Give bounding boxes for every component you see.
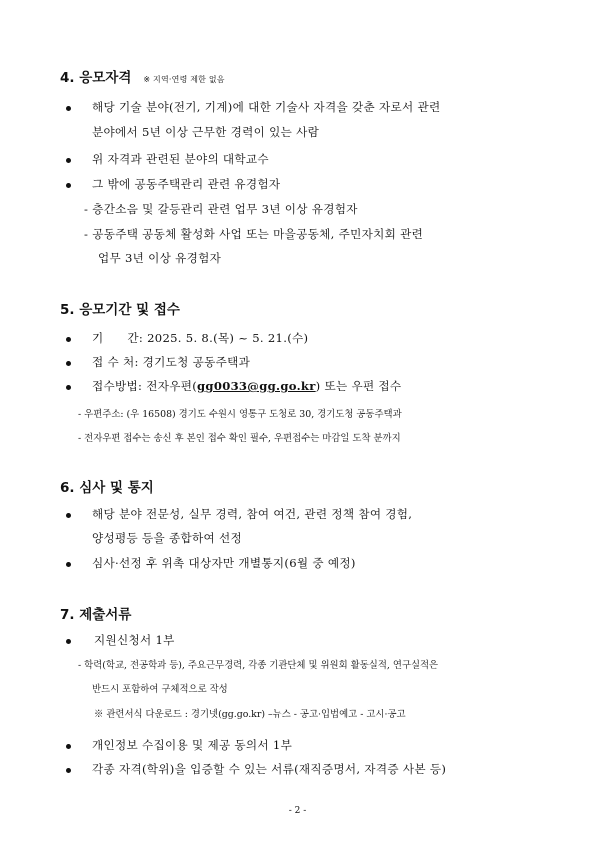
bullet-dot	[66, 744, 71, 749]
s4-bullet-1-line-2: 분야에서 5년 이상 근무한 경력이 있는 사람	[92, 125, 320, 139]
s4-bullet-2: 위 자격과 관련된 분야의 대학교수	[92, 152, 269, 166]
s5-dash-address: - 우편주소: (우 16508) 경기도 수원시 영통구 도청로 30, 경기도청 공동주택과	[78, 409, 402, 420]
s4-dash-2-line-1: - 공동주택 공동체 활성화 사업 또는 마을공동체, 주민자치회 관련	[84, 227, 424, 241]
s5-bullet-receiver: 접 수 처: 경기도청 공동주택과	[92, 355, 251, 369]
s7-bullet-certificates: 각종 자격(학위)을 입증할 수 있는 서류(재직증명서, 자격증 사본 등)	[92, 762, 447, 776]
method-prefix: 접수방법: 전자우편(	[92, 379, 198, 393]
bullet-dot	[66, 106, 71, 111]
s5-bullet-method	[92, 378, 401, 394]
s6-bullet-2: 심사·선정 후 위촉 대상자만 개별통지(6월 중 예정)	[92, 556, 356, 570]
s7-download-note: ※ 관련서식 다운로드 : 경기넷(gg.go.kr) –뉴스 - 공고·입법예고 - 고시·공고	[94, 709, 406, 720]
page-number: - 2 -	[288, 806, 307, 816]
s7-dash-line-1: - 학력(학교, 전공학과 등), 주요근무경력, 각종 기관단체 및 위원회 활동실적, 연구실적은	[78, 660, 439, 671]
s4-dash-2-line-2: 업무 3년 이상 유경험자	[98, 251, 222, 265]
section-7-heading: 7. 제출서류	[60, 607, 132, 623]
s6-bullet-1-line-2: 양성평등 등을 종합하여 선정	[92, 531, 242, 545]
section-4-heading	[60, 66, 225, 86]
bullet-dot	[66, 768, 71, 773]
s5-dash-email-note: - 전자우편 접수는 송신 후 본인 접수 확인 필수, 우편접수는 마감일 도착 분까지	[78, 433, 401, 444]
s5-bullet-period: 기 간: 2025. 5. 8.(목) ~ 5. 21.(수)	[92, 331, 309, 345]
section-5-heading: 5. 응모기간 및 접수	[60, 302, 180, 318]
s4-bullet-3: 그 밖에 공동주택관리 관련 유경험자	[92, 177, 281, 191]
bullet-dot	[66, 183, 71, 188]
s6-bullet-1-line-1: 해당 분야 전문성, 실무 경력, 참여 여건, 관련 정책 참여 경험,	[92, 507, 413, 521]
email-link[interactable]: gg0033@gg.go.kr	[197, 379, 316, 393]
s4-dash-1: - 층간소음 및 갈등관리 관련 업무 3년 이상 유경험자	[84, 202, 358, 216]
section-6-heading: 6. 심사 및 통지	[60, 480, 154, 496]
section-4-title: 4. 응모자격	[60, 70, 132, 86]
method-suffix: ) 또는 우편 접수	[315, 379, 402, 393]
bullet-dot	[66, 337, 71, 342]
bullet-dot	[66, 639, 71, 644]
s7-dash-line-2: 반드시 포함하여 구체적으로 작성	[92, 684, 228, 695]
bullet-dot	[66, 361, 71, 366]
s4-bullet-1-line-1: 해당 기술 분야(전기, 기계)에 대한 기술사 자격을 갖춘 자로서 관련	[92, 100, 441, 114]
bullet-dot	[66, 562, 71, 567]
section-4-note: ※ 지역·연령 제한 없음	[143, 75, 225, 84]
bullet-dot	[66, 513, 71, 518]
s7-bullet-consent: 개인정보 수집이용 및 제공 동의서 1부	[92, 738, 293, 752]
bullet-dot	[66, 158, 71, 163]
bullet-dot	[66, 385, 71, 390]
s7-bullet-application: 지원신청서 1부	[94, 633, 175, 647]
